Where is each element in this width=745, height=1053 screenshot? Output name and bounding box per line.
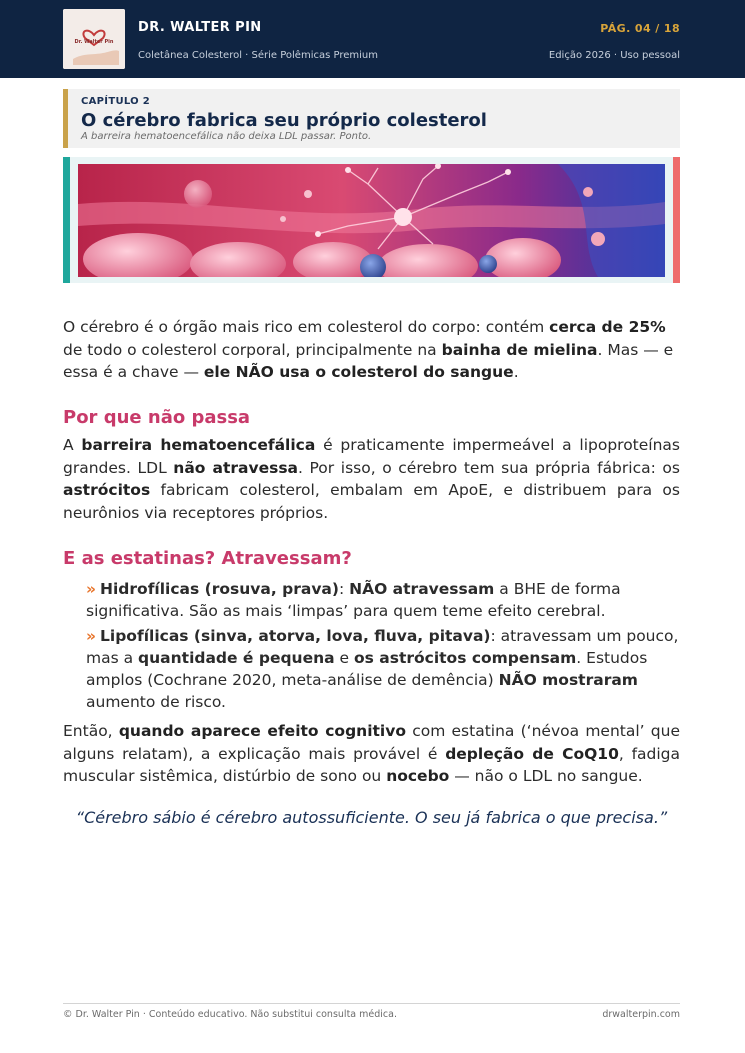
logo <box>63 9 125 69</box>
emphasis: astrócitos <box>63 481 151 499</box>
emphasis: bainha de mielina <box>441 340 598 359</box>
text-run: de todo o colesterol corporal, principalmente na <box>63 340 442 359</box>
footer-website-link[interactable]: drwalterpin.com <box>602 1009 680 1020</box>
text-run: com estatina (‘névoa mental’ que alguns relatam), a explicação mais provável é <box>63 722 681 763</box>
text-run: e <box>334 649 354 667</box>
emphasis: barreira hematoencefálica <box>81 436 316 454</box>
frame-accent-left <box>63 157 70 283</box>
chevron-bullet-icon: » <box>86 627 97 645</box>
emphasis: Hidrofílicas (rosuva, prava) <box>100 580 339 598</box>
section-heading-statins: E as estatinas? Atravessam? <box>63 548 352 569</box>
text-run: : atravessam um pouco, mas a <box>86 627 679 667</box>
chapter-label: CAPÍTULO 2 <box>81 96 151 107</box>
conclusion-paragraph <box>63 720 680 788</box>
section-heading-barrier: Por que não passa <box>63 407 251 428</box>
brain-cells-illustration <box>78 164 665 277</box>
intro-paragraph <box>63 316 680 384</box>
text-run: é praticamente impermeável a lipoproteínas grandes. LDL <box>63 436 681 477</box>
text-run: . Estudos amplos (Cochrane 2020, meta-análise de demência) <box>86 649 648 689</box>
text-run: A <box>63 436 82 454</box>
edition-label: Edição 2026 · Uso pessoal <box>548 50 680 61</box>
pull-quote: “Cérebro sábio é cérebro autossuficiente. O seu já fabrica o que precisa.” <box>75 808 668 827</box>
list-item-hydrophilic <box>86 578 680 622</box>
emphasis: Lipofílicas (sinva, atorva, lova, fluva, pitava) <box>100 627 491 645</box>
list-item-lipophilic <box>86 625 680 713</box>
text-run: Então, <box>63 722 119 740</box>
emphasis: NÃO mostraram <box>498 671 638 689</box>
emphasis: ele NÃO usa o colesterol do sangue <box>203 363 514 381</box>
text-run: fabricam colesterol, embalam em ApoE, e distribuem para os neurônios via receptores próprios. <box>63 481 680 522</box>
chapter-title: O cérebro fabrica seu próprio colesterol <box>81 110 487 131</box>
text-run: aumento de risco. <box>86 693 226 711</box>
page-number: PÁG. 04 / 18 <box>600 22 680 35</box>
chevron-bullet-icon: » <box>86 580 97 598</box>
emphasis: cerca de 25% <box>549 318 666 336</box>
text-run: . Por isso, o cérebro tem sua própria fábrica: os <box>298 458 680 477</box>
illustration-frame <box>63 157 680 283</box>
emphasis: depleção de CoQ10 <box>445 744 619 763</box>
emphasis: quantidade é pequena <box>138 649 335 667</box>
text-run: : <box>338 580 350 598</box>
emphasis: NÃO atravessam <box>349 580 495 598</box>
text-run: — não o LDL no sangue. <box>449 767 643 785</box>
logo-text: Dr. Walter Pin <box>74 39 114 45</box>
text-run: . Mas — e essa é a chave — <box>63 340 674 381</box>
page-header <box>0 0 745 78</box>
text-run: , fadiga muscular sistêmica, distúrbio de sono ou <box>63 744 681 785</box>
text-run: O cérebro é o órgão mais rico em colesterol do corpo: contém <box>63 318 550 336</box>
barrier-paragraph <box>63 434 680 524</box>
brand-name: DR. WALTER PIN <box>138 20 262 35</box>
emphasis: quando aparece efeito cognitivo <box>118 722 406 740</box>
chapter-subtitle: A barreira hematoencefálica não deixa LDL passar. Ponto. <box>81 131 372 142</box>
emphasis: nocebo <box>386 767 450 785</box>
emphasis: os astrócitos compensam <box>353 649 577 667</box>
footer-divider <box>63 1003 680 1004</box>
emphasis: não atravessa <box>173 458 298 477</box>
footer-disclaimer: © Dr. Walter Pin · Conteúdo educativo. Não substitui consulta médica. <box>63 1009 397 1020</box>
series-subtitle: Coletânea Colesterol · Série Polêmicas Premium <box>138 50 378 61</box>
text-run: . <box>513 363 519 381</box>
chapter-header <box>63 89 680 148</box>
text-run: a BHE de forma significativa. São as mais ‘limpas’ para quem teme efeito cerebral. <box>86 580 621 620</box>
frame-accent-right <box>673 157 680 283</box>
